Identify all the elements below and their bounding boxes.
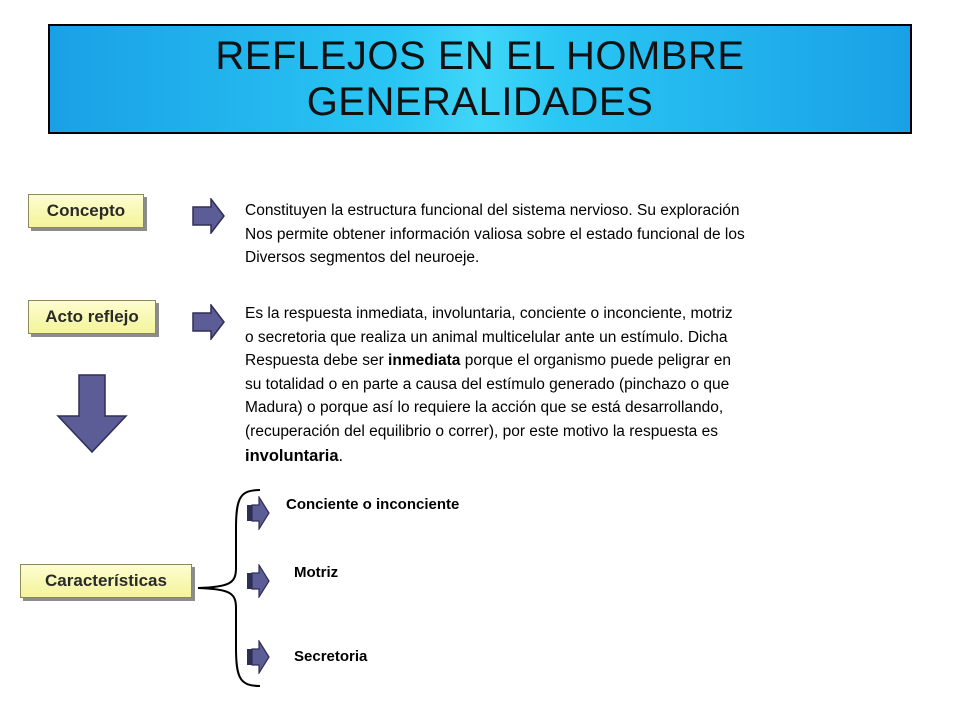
concepto-line-3: Diversos segmentos del neuroeje.	[245, 249, 480, 266]
item-1-arrow-icon	[246, 496, 270, 530]
concepto-line-1: Constituyen la estructura funcional del sistema nervioso. Su exploración	[245, 202, 740, 219]
acto-line-3-pre: Respuesta debe ser	[245, 352, 389, 369]
down-arrow-icon	[56, 374, 128, 454]
acto-line-5: Madura) o porque así lo requiere la acción que se está desarrollando,	[245, 399, 724, 416]
acto-line-4: su totalidad o en parte a causa del estímulo generado (pinchazo o que	[245, 375, 730, 393]
caracteristica-item-1: Conciente o inconciente	[286, 496, 460, 513]
concepto-arrow-icon	[192, 198, 226, 234]
acto-line-7-bold: involuntaria	[245, 447, 339, 465]
concepto-line-2: Nos permite obtener información valiosa sobre el estado funcional de los	[245, 225, 745, 243]
title-banner	[48, 24, 912, 134]
acto-line-3-bold: inmediata	[388, 352, 461, 369]
acto-line-7	[245, 445, 733, 469]
acto-reflejo-text	[245, 302, 733, 469]
acto-reflejo-arrow-icon	[192, 304, 226, 340]
acto-line-3-post: porque el organismo puede peligrar en	[460, 352, 731, 369]
acto-line-1: Es la respuesta inmediata, involuntaria, conciente o inconciente, motriz	[245, 305, 733, 322]
item-2-arrow-icon	[246, 564, 270, 598]
item-3-arrow-icon	[246, 640, 270, 674]
title-line-2: GENERALIDADES	[306, 80, 654, 124]
acto-reflejo-label: Acto reflejo	[28, 300, 156, 334]
caracteristicas-label: Características	[20, 564, 192, 598]
caracteristica-item-3: Secretoria	[294, 648, 368, 665]
acto-line-7-post: .	[338, 447, 344, 465]
acto-line-3	[245, 349, 733, 373]
caracteristica-item-2: Motriz	[294, 564, 339, 581]
concepto-text	[245, 199, 745, 270]
acto-line-2: o secretoria que realiza un animal multicelular ante un estímulo. Dicha	[245, 328, 728, 346]
acto-line-6: (recuperación del equilibrio o correr), por este motivo la respuesta es	[245, 422, 718, 440]
concepto-label: Concepto	[28, 194, 144, 228]
title-line-1: REFLEJOS EN EL HOMBRE	[215, 34, 745, 78]
